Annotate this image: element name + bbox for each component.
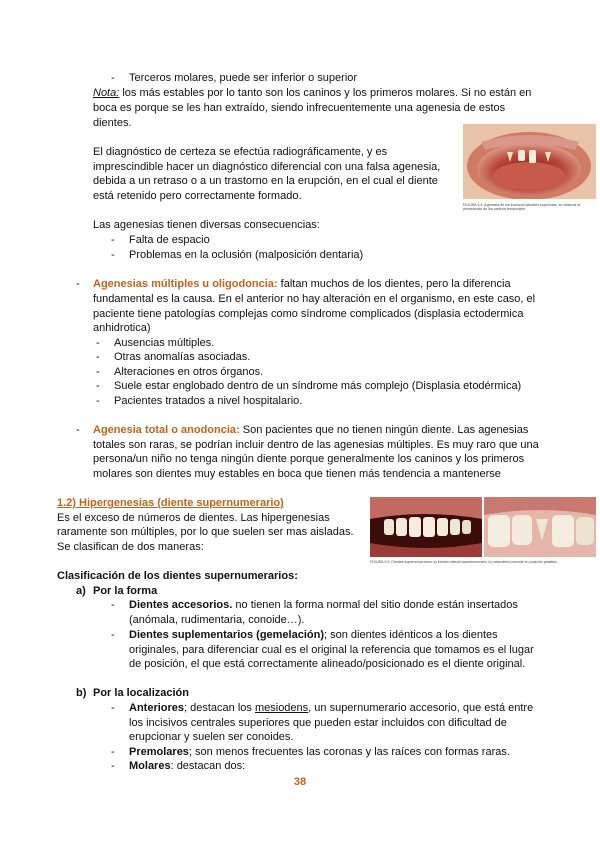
accesorios-line-1	[129, 598, 518, 613]
bullet-dash: -	[96, 366, 100, 378]
consec-intro: Las agenesias tienen diversas consecuencias:	[93, 219, 320, 231]
clasif-a-label: a)	[76, 585, 86, 597]
suplementarios-text-1: ; son dientes idénticos a los dientes	[324, 629, 498, 641]
multiples-line-1	[93, 277, 511, 292]
accesorios-text-1: no tienen la forma normal del sitio donde están insertados	[232, 599, 518, 611]
multiples-item: Suele estar englobado dentro de un síndrome más complejo (Displasia etodérmica)	[114, 380, 522, 392]
clasif-b-title: Por la localización	[93, 687, 189, 699]
bullet-dash: -	[111, 746, 115, 758]
multiples-line-2: fundamental es la causa. En el anterior no hay alteración en el organismo, en este caso, el	[93, 293, 536, 305]
multiples-item: Otras anomalías asociadas.	[114, 351, 251, 363]
nota-label: Nota:	[93, 87, 120, 99]
photo-caption-1: FIGURA 9.4. Agenesia de los incisivos laterales superiores; se observa la persistencia de los caninos temporales.	[463, 203, 581, 212]
diag-line-4: está retenido pero correctamente formado.	[93, 190, 302, 202]
bullet-dash: -	[96, 351, 100, 363]
bullet-dash: -	[111, 599, 115, 611]
hiper-line-3: Se clasifican de dos maneras:	[57, 541, 204, 553]
bullet-dash: -	[111, 234, 115, 246]
multiples-item: Alteraciones en otros órganos.	[114, 366, 264, 378]
hiper-heading: 1.2) Hipergenesias (diente supernumerario)	[57, 497, 284, 509]
anteriores-line-2: los incisivos centrales superiores que pueden estar incluidos con dificultad de	[129, 717, 507, 729]
anteriores-text-1a: ; destacan los	[184, 702, 255, 714]
total-text-1: Son pacientes que no tienen ningún diente. Las agenesias	[239, 424, 529, 436]
hiper-line-2: raramente son múltiples, por lo que suelen ser mas aisladas.	[57, 526, 354, 538]
molares-title: Molares	[129, 760, 171, 772]
total-line-4: molares son dientes muy estables en boca que tienen más tendencia a mantenerse	[93, 468, 501, 480]
multiples-text-1: faltan muchos de los dientes, pero la diferencia	[277, 278, 511, 290]
premolares-title: Premolares	[129, 746, 189, 758]
accesorios-line-2: (anómala, rudimentaria, conoide…).	[129, 614, 305, 626]
multiples-line-3: paciente tiene patologías complejas como síndrome complicados (displasia ectodermica	[93, 308, 524, 320]
bullet-dash: -	[96, 395, 100, 407]
hiper-line-1: Es el exceso de números de dientes. Las hipergenesias	[57, 512, 330, 524]
bullet-dash: -	[76, 424, 80, 436]
teeth-image-2	[370, 497, 596, 557]
consec-item: Problemas en la oclusión (malposición dentaria)	[129, 249, 364, 261]
total-line-1	[93, 423, 528, 438]
diag-line-2: imprescindible hacer un diagnóstico diferencial con una falsa agenesia,	[93, 161, 441, 173]
bullet-dash: -	[111, 760, 115, 772]
diag-line-1: El diagnóstico de certeza se efectúa radiográficamente, y es	[93, 146, 388, 158]
bullet-dash: -	[96, 337, 100, 349]
clasif-a-title: Por la forma	[93, 585, 158, 597]
bullet-dash: -	[111, 72, 115, 84]
clasif-title: Clasificación de los dientes supernumerarios:	[57, 570, 298, 582]
suplementarios-title: Dientes suplementarios (gemelación)	[129, 629, 324, 641]
anteriores-text-1b: , un supernumerario accesorio, que está entre	[308, 702, 534, 714]
multiples-item: Ausencias múltiples.	[114, 337, 215, 349]
multiples-item: Pacientes tratados a nivel hospitalario.	[114, 395, 303, 407]
suplementarios-line-3: de posición, el que está correctamente alineado/posicionado es el diente original.	[129, 658, 526, 670]
multiples-line-4: anhidrotica)	[93, 322, 151, 334]
anteriores-title: Anteriores	[129, 702, 185, 714]
total-title: Agenesia total o anodoncia:	[93, 424, 240, 436]
bullet-dash: -	[111, 702, 115, 714]
molares-line	[129, 759, 245, 774]
consec-item: Falta de espacio	[129, 234, 210, 246]
nota-line-1	[93, 86, 531, 101]
diag-line-3: debida a un retraso o a un trastorno en la erupción, en el cual el diente	[93, 175, 438, 187]
mouth-image-1	[463, 124, 596, 199]
photo-supernumerarios	[370, 497, 596, 557]
nota-text-1: los más estables por lo tanto son los caninos y los primeros molares. Si no están en	[119, 87, 532, 99]
anteriores-line-3: erupcionar y suelen ser conoides.	[129, 731, 294, 743]
mesiodens-term: mesiodens	[254, 702, 309, 714]
bullet-dash: -	[96, 380, 100, 392]
page-number: 38	[293, 776, 307, 788]
suplementarios-line-1	[129, 628, 498, 643]
bullet-dash: -	[76, 278, 80, 290]
accesorios-title: Dientes accesorios.	[129, 599, 233, 611]
anteriores-line-1	[129, 701, 533, 716]
total-line-2: totales son raras, se podrían incluir dentro de las agenesias múltiples. Es muy raro que una	[93, 439, 539, 451]
suplementarios-line-2: originales, para diferenciar cual es el original la referencia que tomamos es el lugar	[129, 644, 534, 656]
multiples-title: Agenesias múltiples u oligodoncia:	[93, 278, 278, 290]
premolares-line	[129, 745, 510, 760]
molares-text: : destacan dos:	[170, 760, 246, 772]
clasif-b-label: b)	[76, 687, 87, 699]
nota-line-2: boca es porque se les han extraído, siendo infrecuentemente una agenesia de estos	[93, 102, 506, 114]
nota-line-3: dientes.	[93, 117, 132, 129]
premolares-text: ; son menos frecuentes las coronas y las raíces con formas raras.	[188, 746, 510, 758]
terceros-item: Terceros molares, puede ser inferior o superior	[129, 72, 358, 84]
photo-caption-2: FIGURA 9.5. Dientes supernumerarios: a) incisivo lateral supernumerario; b) mesiodens conoide en posición palatina.	[370, 560, 558, 564]
total-line-3: persona/un niño no tenga ningún diente porque generalmente los caninos y los primeros	[93, 453, 525, 465]
photo-agenesia	[463, 124, 596, 199]
bullet-dash: -	[111, 629, 115, 641]
bullet-dash: -	[111, 249, 115, 261]
